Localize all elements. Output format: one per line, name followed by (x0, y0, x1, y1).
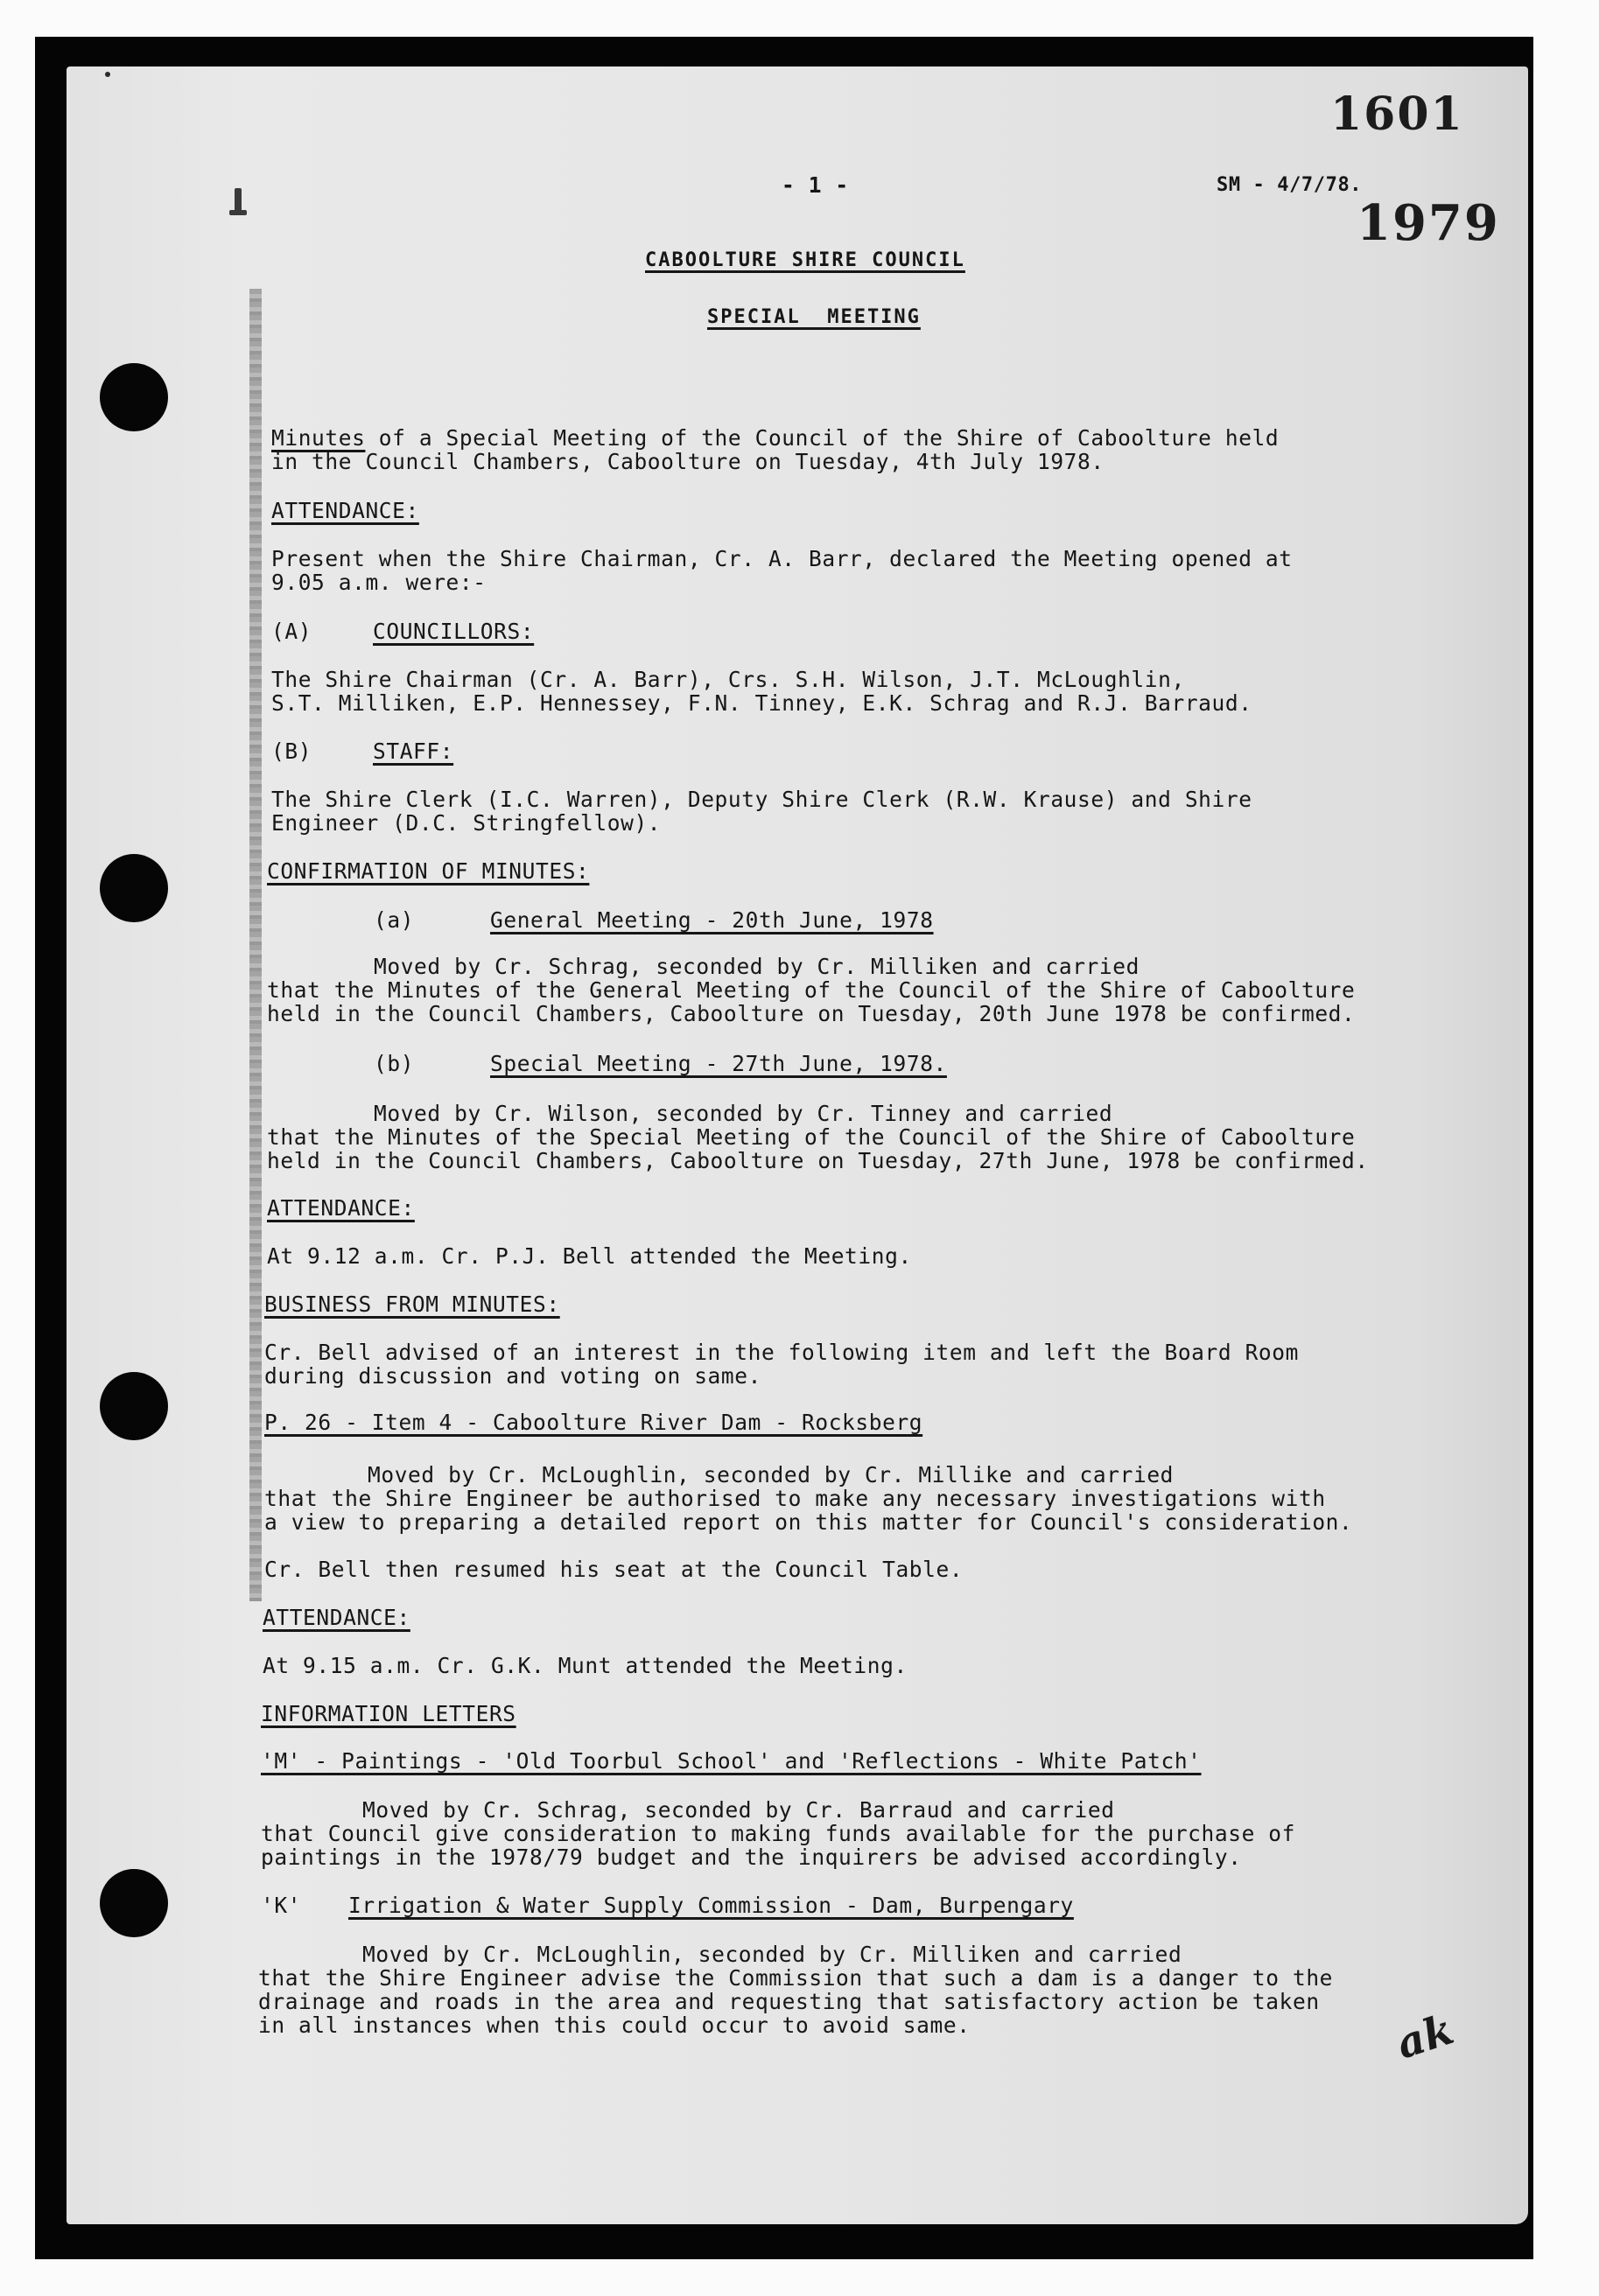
section-heading-information-letters: INFORMATION LETTERS (261, 1701, 516, 1726)
subheading-staff: STAFF: (373, 738, 454, 764)
business-moved: Moved by Cr. McLoughlin, seconded by Cr. Millike and carried (368, 1462, 1175, 1488)
staple-mark (235, 188, 242, 213)
speck (105, 72, 110, 77)
attendance-line-1: Present when the Shire Chairman, Cr. A. Barr, declared the Meeting opened at (271, 546, 1293, 571)
letter-k-line-4: in all instances when this could occur to avoid same. (258, 2012, 971, 2038)
councillors-label: (A) (271, 619, 312, 644)
section-heading-attendance: ATTENDANCE: (271, 498, 419, 523)
intro-line-2: in the Council Chambers, Caboolture on Tuesday, 4th July 1978. (271, 449, 1105, 474)
business-item-title: P. 26 - Item 4 - Caboolture River Dam - Rocksberg (264, 1410, 923, 1435)
confirmation-b-line-2: that the Minutes of the Special Meeting of the Council of the Shire of Caboolture (267, 1124, 1356, 1150)
business-resumed: Cr. Bell then resumed his seat at the Council Table. (264, 1557, 964, 1582)
confirmation-b-title: Special Meeting - 27th June, 1978. (490, 1051, 947, 1076)
letter-k-title: Irrigation & Water Supply Commission - Dam, Burpengary (348, 1893, 1074, 1918)
confirmation-a-label: (a) (374, 907, 415, 933)
staff-line-2: Engineer (D.C. Stringfellow). (271, 810, 662, 836)
handwritten-initials: ak (1390, 2005, 1460, 2069)
attendance-2-text: At 9.12 a.m. Cr. P.J. Bell attended the Meeting. (267, 1243, 912, 1269)
section-heading-business: BUSINESS FROM MINUTES: (264, 1292, 560, 1317)
punch-hole (100, 1372, 168, 1440)
confirmation-b-moved: Moved by Cr. Wilson, seconded by Cr. Tinney and carried (374, 1101, 1113, 1126)
subheading-councillors: COUNCILLORS: (373, 619, 535, 644)
section-heading-attendance-3: ATTENDANCE: (263, 1605, 410, 1630)
business-line-2: during discussion and voting on same. (264, 1363, 761, 1389)
staff-line-1: The Shire Clerk (I.C. Warren), Deputy Shire Clerk (R.W. Krause) and Shire (271, 787, 1252, 812)
confirmation-b-label: (b) (374, 1051, 415, 1076)
section-heading-confirmation: CONFIRMATION OF MINUTES: (267, 858, 590, 884)
councillors-line-2: S.T. Milliken, E.P. Hennessey, F.N. Tinney, E.K. Schrag and R.J. Barraud. (271, 690, 1252, 716)
attendance-line-2: 9.05 a.m. were:- (271, 570, 487, 595)
punch-hole (100, 1869, 168, 1937)
letter-m-line-2: that Council give consideration to making funds available for the purchase of (261, 1821, 1295, 1846)
binding-strip (249, 289, 262, 1601)
intro-line-1: Minutes of a Special Meeting of the Council of the Shire of Caboolture held (271, 425, 1280, 451)
intro-lead-word: Minutes (271, 425, 366, 451)
letter-m-moved: Moved by Cr. Schrag, seconded by Cr. Barraud and carried (362, 1797, 1115, 1823)
letter-m-title: 'M' - Paintings - 'Old Toorbul School' and 'Reflections - White Patch' (261, 1748, 1202, 1774)
punch-hole (100, 363, 168, 431)
staff-label: (B) (271, 738, 312, 764)
confirmation-b-line-3: held in the Council Chambers, Caboolture on Tuesday, 27th June, 1978 be confirmed. (267, 1148, 1369, 1173)
confirmation-a-moved: Moved by Cr. Schrag, seconded by Cr. Milliken and carried (374, 954, 1140, 979)
councillors-line-1: The Shire Chairman (Cr. A. Barr), Crs. S.H. Wilson, J.T. McLoughlin, (271, 667, 1185, 692)
document-subtitle: SPECIAL MEETING (707, 306, 921, 328)
business-line-4: a view to preparing a detailed report on this matter for Council's consideration. (264, 1509, 1353, 1535)
punch-hole (100, 854, 168, 922)
page-number: - 1 - (782, 172, 849, 198)
confirmation-a-line-3: held in the Council Chambers, Caboolture on Tuesday, 20th June 1978 be confirmed. (267, 1001, 1356, 1026)
letter-k-line-2: that the Shire Engineer advise the Commission that such a dam is a danger to the (258, 1965, 1334, 1991)
folio-stamp: 1601 (1330, 88, 1464, 141)
confirmation-a-title: General Meeting - 20th June, 1978 (490, 907, 934, 933)
staple-mark (229, 210, 247, 215)
year-stamp: 1979 (1357, 194, 1500, 252)
attendance-3-text: At 9.15 a.m. Cr. G.K. Munt attended the Meeting. (263, 1653, 908, 1678)
business-line-3: that the Shire Engineer be authorised to make any necessary investigations with (264, 1486, 1326, 1511)
document-title: CABOOLTURE SHIRE COUNCIL (645, 249, 965, 271)
letter-k-line-3: drainage and roads in the area and requesting that satisfactory action be taken (258, 1989, 1320, 2014)
business-line-1: Cr. Bell advised of an interest in the following item and left the Board Room (264, 1340, 1299, 1365)
section-heading-attendance-2: ATTENDANCE: (267, 1195, 415, 1221)
letter-k-label: 'K' (261, 1893, 302, 1918)
letter-m-line-3: paintings in the 1978/79 budget and the inquirers be advised accordingly. (261, 1844, 1242, 1870)
letter-k-moved: Moved by Cr. McLoughlin, seconded by Cr. Milliken and carried (362, 1942, 1182, 1967)
confirmation-a-line-2: that the Minutes of the General Meeting of the Council of the Shire of Caboolture (267, 977, 1356, 1003)
document-reference: SM - 4/7/78. (1217, 174, 1363, 196)
